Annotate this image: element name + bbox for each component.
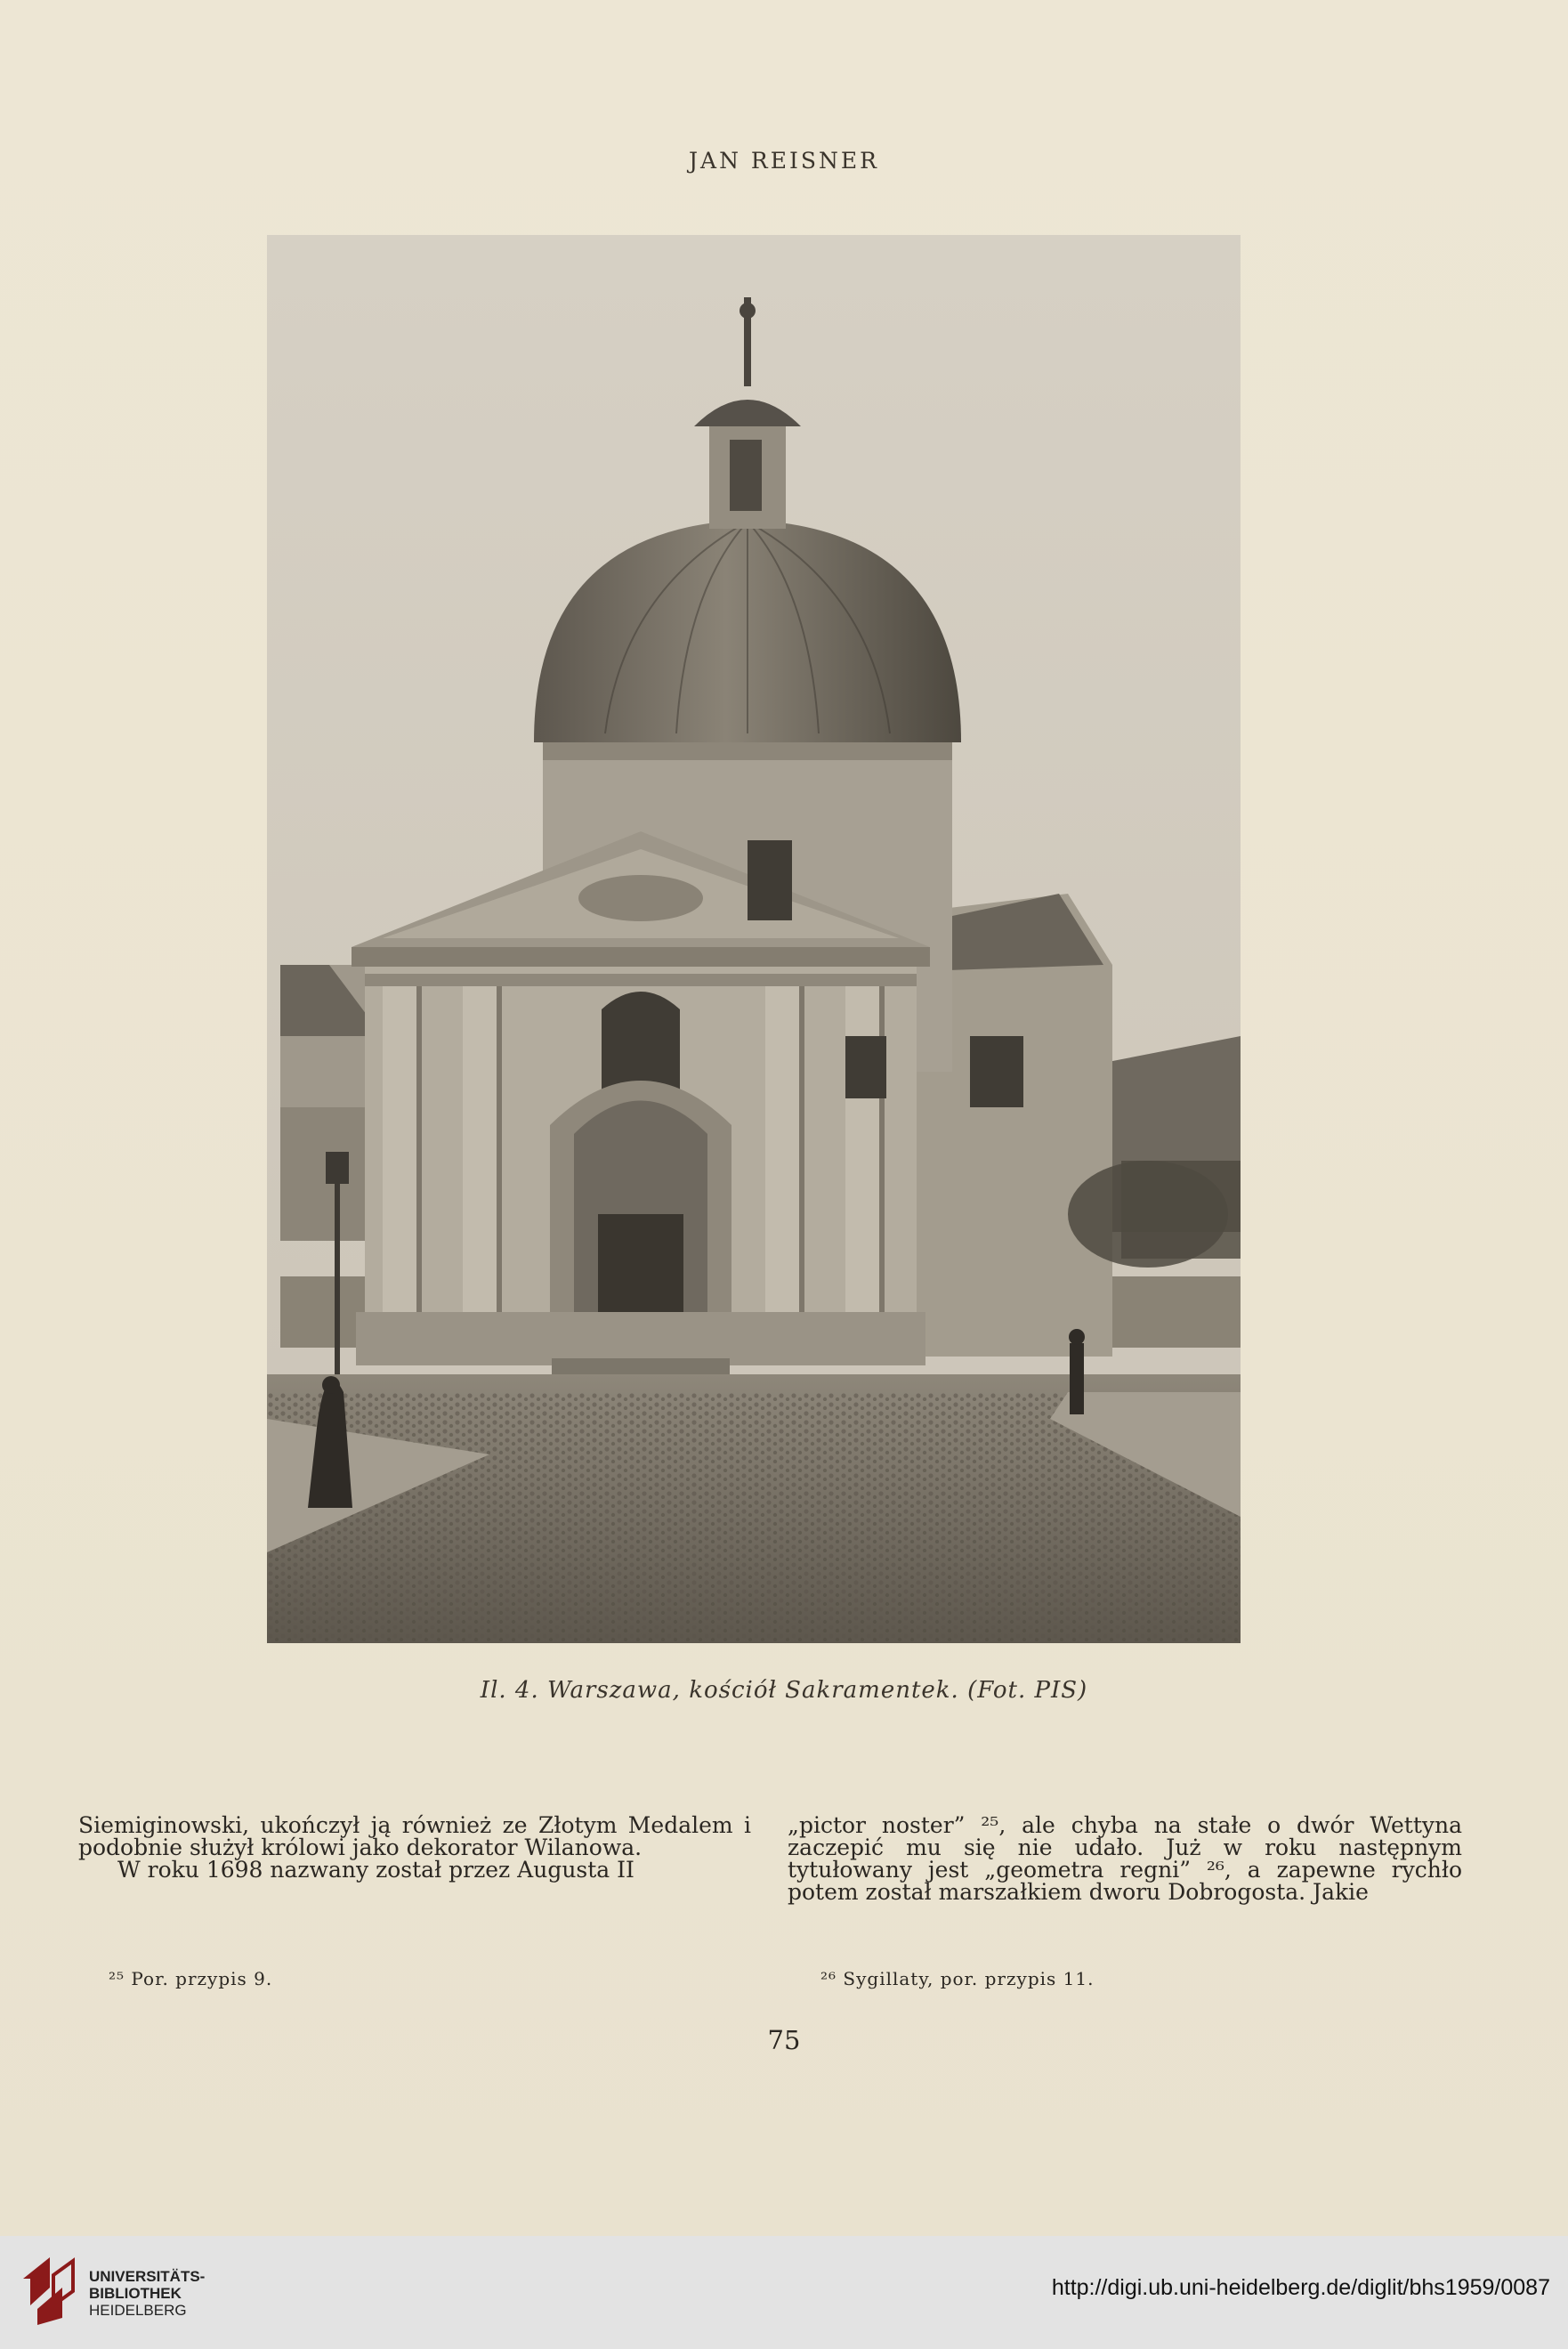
running-header: JAN REISNER	[689, 148, 879, 174]
text-column-right	[788, 1814, 1462, 1903]
church-photograph	[267, 235, 1241, 1643]
permalink-url[interactable]: http://digi.ub.uni-heidelberg.de/diglit/bhs1959/0087	[1051, 2275, 1550, 2300]
paragraph: Siemiginowski, ukończył ją również ze Złotym Medalem i podobnie służył królowi jako dekorator Wilanowa.	[78, 1812, 751, 1860]
paragraph: W roku 1698 nazwany został przez Augusta II	[117, 1857, 634, 1883]
library-name-line: HEIDELBERG	[89, 2302, 187, 2319]
library-name	[89, 2268, 205, 2319]
paragraph: „pictor noster” ²⁵, ale chyba na stałe o dwór Wettyna zaczepić mu się nie udało. Już w roku następnym tytułowany jest „geometra regni” ²⁶, a zapewne rychło potem został marszałkiem dworu Dobrogosta. Jakie	[788, 1812, 1462, 1905]
text-column-left	[78, 1814, 751, 1881]
page-number: 75	[767, 2025, 801, 2055]
viewer-footer	[0, 2236, 1568, 2349]
footnote-26: ²⁶ Sygillaty, por. przypis 11.	[820, 1968, 1095, 1989]
library-name-line: UNIVERSITÄTS-	[89, 2268, 206, 2285]
library-name-line: BIBLIOTHEK	[89, 2285, 182, 2302]
footnote-25: ²⁵ Por. przypis 9.	[109, 1968, 273, 1989]
figure-caption: Il. 4. Warszawa, kościół Sakramentek. (Fot. PIS)	[480, 1677, 1088, 1704]
library-logo-icon	[18, 2252, 80, 2334]
church-photo-illustration	[267, 235, 1241, 1643]
